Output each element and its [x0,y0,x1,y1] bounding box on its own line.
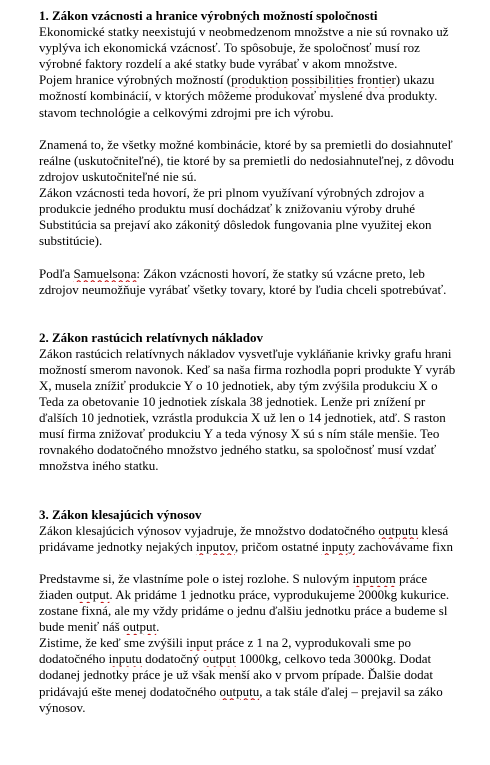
spellcheck-word: inputov [196,538,235,554]
spellcheck-word: output [202,651,236,667]
paragraph-line: bude meniť náš output. [39,619,160,635]
spellcheck-word: inputom [352,570,396,586]
spellcheck-word: inputu [108,651,142,667]
paragraph-line: Ekonomické statky neexistujú v neobmedzenom množstve a nie sú rovnako už [39,24,449,40]
section-spacer [39,298,490,330]
paragraph-line: Zistime, že keď sme zvýšili input práce z 1 na 2, vyprodukovali sme po [39,635,412,651]
paragraph-line: pridávame jednotky nejakých inputov, pričom ostatné inputy zachovávame fixn [39,538,454,554]
spellcheck-word: possibilities [291,72,354,88]
paragraph-line: výnosov. [39,699,86,715]
paragraph-line: vyplýva ich ekonomická vzácnosť. To spôsobuje, že spoločnosť musí roz [39,40,420,56]
spellcheck-word: output [76,587,110,602]
paragraph-line: výrobné faktory rozdelí a aké statky bude vyrábať v akom množstve. [39,56,398,72]
paragraph-line: Zákon vzácnosti teda hovorí, že pri plnom využívaní výrobných zdrojov a [39,185,425,201]
spellcheck-word: produktion [231,72,289,88]
paragraph-line: stavom technológie a celkovými zdrojmi pre ich výrobu. [39,104,334,120]
spellcheck-word: outputu [219,683,260,699]
spellcheck-word: outputu [378,522,419,538]
paragraph-line: reálne (uskutočniteľné), tie ktoré by sa premietli do nedosiahnuteľnej, z dôvodu [39,152,454,168]
paragraph-line: množstva iného statku. [39,458,159,474]
paragraph-line: žiaden output. Ak pridáme 1 jednotku práce, vyprodukujeme 2000kg kukurice. [39,587,450,602]
paragraph-line: musí firma znižovať produkciu Y a teda výnosy X sú s ním stále menšie. Teo [39,426,440,442]
paragraph-line: Predstavme si, že vlastníme pole o istej rozlohe. S nulovým inputom práce [39,570,428,586]
spellcheck-word: inputy [321,538,355,554]
paragraph-line: zdrojov uskutočniteľné nie sú. [39,168,197,184]
section-spacer [39,475,490,507]
paragraph-line: ďalších 10 jednotiek, vzrástla produkcia X už len o 14 jednotiek, atď. S raston [39,410,446,426]
paragraph-line: Podľa Samuelsona: Zákon vzácnosti hovorí, že statky sú vzácne preto, leb [39,265,425,281]
paragraph-line: Znamená to, že všetky možné kombinácie, ktoré by sa premietli do dosiahnuteľ [39,136,453,152]
blank-line [39,555,490,571]
paragraph-line: produkcie jedného produktu musí dochádzať k znižovaniu výroby druhé [39,201,416,217]
section-heading: 3. Zákon klesajúcich výnosov [39,506,202,522]
blank-line [39,249,490,265]
spellcheck-word: frontier [356,72,396,88]
section-heading: 2. Zákon rastúcich relatívnych nákladov [39,329,264,345]
paragraph-line: Teda za obetovanie 10 jednotiek získala 38 jednotiek. Lenže pri znížení pr [39,394,426,410]
section-heading: 1. Zákon vzácnosti a hranice výrobných možností spoločnosti [39,8,378,23]
paragraph-line: rovnakého dodatočného množstvo jedného statku, sa spoločnosť musí vzdať [39,442,437,458]
spellcheck-word: output [122,619,157,635]
paragraph-line: X, musela znížiť produkcie Y o 10 jednotiek, aby tým zvýšila produkciu X o [39,377,438,393]
paragraph-line: dodanej jednotky práce je už však menší ako v prvom prípade. Ďalšie dodat [39,667,433,683]
paragraph-line: možností smerom navonok. Keď sa naša firma rozhodla popri produkte Y vyráb [39,361,456,377]
document-body [39,8,490,716]
paragraph-line: pridávajú ešte menej dodatočného outputu, a tak stále ďalej – prejavil sa záko [39,683,443,699]
paragraph-line: substitúcie). [39,233,103,249]
paragraph-line: zostane fixná, ale my vždy pridáme o jednu ďalšiu jednotku práce a budeme sl [39,603,448,619]
spellcheck-word: Samuelsona [73,265,137,281]
paragraph-line: Pojem hranice výrobných možností (produktion possibilities frontier) ukazu [39,72,435,88]
paragraph-line: Zákon klesajúcich výnosov vyjadruje, že množstvo dodatočného outputu klesá [39,522,449,538]
paragraph-line: možností kombinácií, v ktorých môžeme produkovať myslené dva produkty. [39,88,438,104]
blank-line [39,121,490,137]
paragraph-line: Zákon rastúcich relatívnych nákladov vysvetľuje vykláňanie krivky grafu hrani [39,345,452,361]
paragraph-line: dodatočného inputu dodatočný output 1000kg, celkovo teda 3000kg. Dodat [39,651,432,667]
paragraph-line: zdrojov neumožňuje vyrábať všetky tovary, ktoré by ľudia chceli spotrebúvať. [39,281,447,297]
paragraph-line: Substitúcia sa prejaví ako zákonitý dôsledok fungovania plne využitej ekon [39,217,432,233]
spellcheck-word: input [186,635,213,651]
